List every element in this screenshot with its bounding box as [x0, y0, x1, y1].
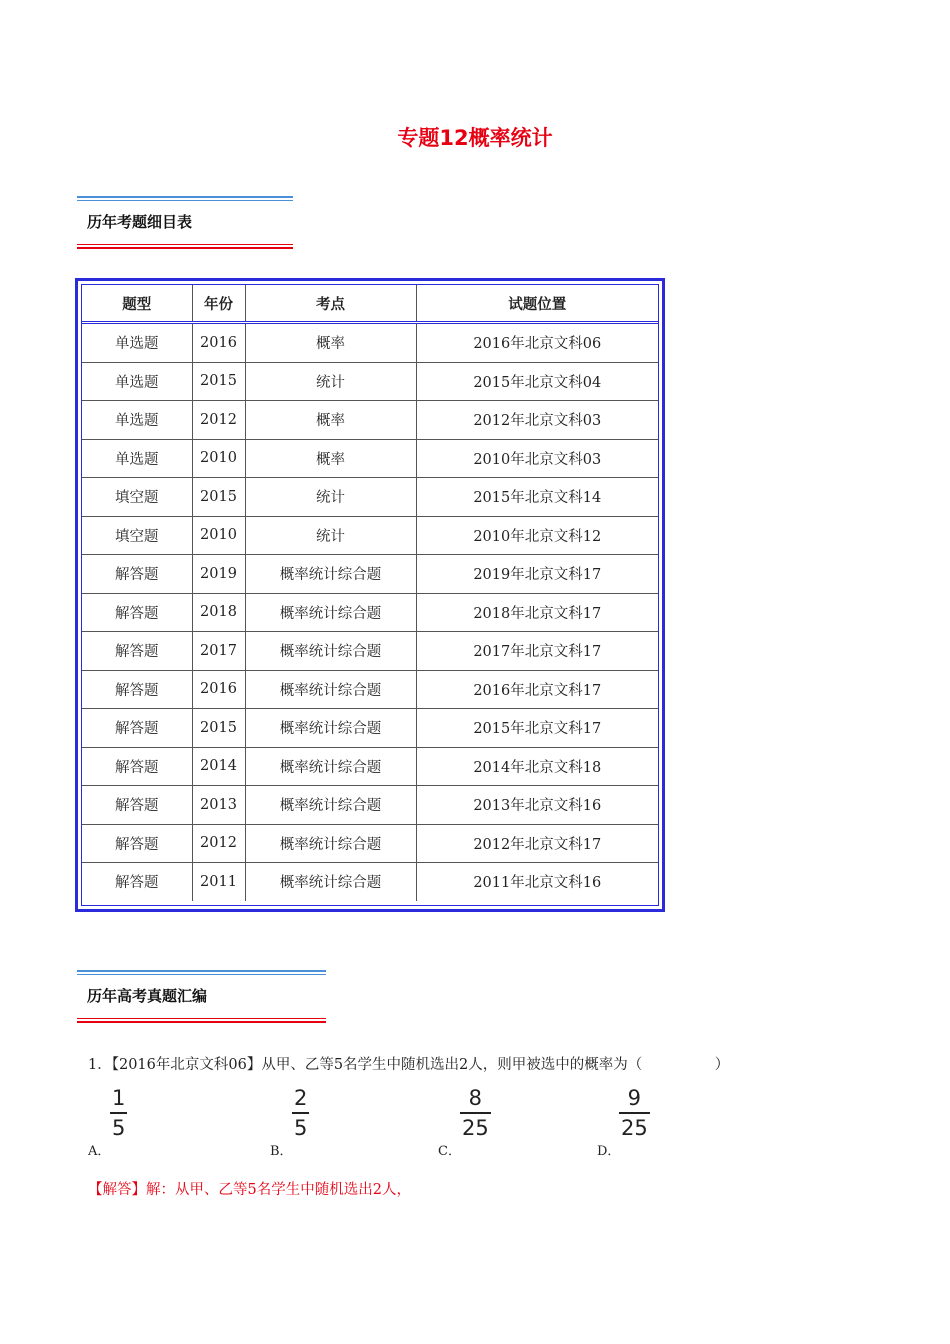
- cell-location: 2018年北京文科17: [416, 593, 658, 632]
- cell-topic: 概率统计综合题: [245, 747, 416, 786]
- denominator: 5: [112, 1115, 126, 1140]
- red-divider: [77, 1021, 326, 1023]
- header-type: 题型: [82, 285, 192, 323]
- cell-type: 单选题: [82, 439, 192, 478]
- section-label: 历年高考真题汇编: [87, 987, 208, 1005]
- cell-year: 2019: [192, 555, 245, 594]
- cell-type: 填空题: [82, 478, 192, 517]
- blue-divider: [77, 200, 293, 201]
- cell-location: 2015年北京文科17: [416, 709, 658, 748]
- cell-year: 2010: [192, 439, 245, 478]
- denominator: 5: [294, 1115, 308, 1140]
- exam-table-frame: [75, 278, 665, 912]
- cell-year: 2018: [192, 593, 245, 632]
- cell-type: 解答题: [82, 786, 192, 825]
- table-row: [82, 593, 658, 632]
- cell-location: 2010年北京文科12: [416, 516, 658, 555]
- option-letter: C．: [438, 1144, 461, 1159]
- denominator: 25: [621, 1115, 648, 1140]
- table-row: [82, 747, 658, 786]
- fraction: [110, 1086, 127, 1140]
- table-row: [82, 362, 658, 401]
- cell-type: 解答题: [82, 747, 192, 786]
- cell-type: 填空题: [82, 516, 192, 555]
- cell-year: 2010: [192, 516, 245, 555]
- cell-year: 2012: [192, 401, 245, 440]
- table-row: [82, 670, 658, 709]
- option-letter: B．: [270, 1144, 293, 1159]
- cell-topic: 概率统计综合题: [245, 709, 416, 748]
- cell-location: 2017年北京文科17: [416, 632, 658, 671]
- table-row: [82, 632, 658, 671]
- table-row: [82, 786, 658, 825]
- table-row: [82, 863, 658, 901]
- cell-type: 单选题: [82, 401, 192, 440]
- cell-year: 2015: [192, 362, 245, 401]
- question-text: 1．【2016年北京文科06】从甲、乙等5名学生中随机选出2人，则甲被选中的概率为（ ）: [88, 1057, 730, 1073]
- table-row: [82, 439, 658, 478]
- cell-topic: 概率: [245, 323, 416, 363]
- cell-location: 2019年北京文科17: [416, 555, 658, 594]
- cell-topic: 概率统计综合题: [245, 632, 416, 671]
- cell-topic: 概率统计综合题: [245, 824, 416, 863]
- fraction: [292, 1086, 309, 1140]
- table-row: [82, 401, 658, 440]
- table-row: [82, 516, 658, 555]
- fraction-bar: [292, 1112, 309, 1114]
- header-topic: 考点: [245, 285, 416, 323]
- answer-text: 【解答】解：从甲、乙等5名学生中随机选出2人，: [88, 1182, 411, 1198]
- cell-location: 2015年北京文科04: [416, 362, 658, 401]
- cell-year: 2015: [192, 478, 245, 517]
- cell-type: 解答题: [82, 824, 192, 863]
- cell-topic: 概率统计综合题: [245, 786, 416, 825]
- red-divider: [77, 247, 293, 249]
- cell-type: 解答题: [82, 863, 192, 901]
- cell-location: 2014年北京文科18: [416, 747, 658, 786]
- table-row: [82, 709, 658, 748]
- table-row: [82, 323, 658, 363]
- cell-topic: 统计: [245, 516, 416, 555]
- cell-topic: 统计: [245, 362, 416, 401]
- exam-table: [82, 285, 658, 901]
- cell-type: 解答题: [82, 632, 192, 671]
- header-year: 年份: [192, 285, 245, 323]
- blue-divider: [77, 974, 326, 975]
- cell-year: 2012: [192, 824, 245, 863]
- cell-location: 2015年北京文科14: [416, 478, 658, 517]
- cell-topic: 概率统计综合题: [245, 863, 416, 901]
- fraction-bar: [110, 1112, 127, 1114]
- cell-location: 2013年北京文科16: [416, 786, 658, 825]
- cell-type: 解答题: [82, 555, 192, 594]
- header-location: 试题位置: [416, 285, 658, 323]
- numerator: 8: [468, 1086, 483, 1110]
- fraction-bar: [619, 1112, 650, 1114]
- cell-topic: 概率统计综合题: [245, 555, 416, 594]
- numerator: 9: [627, 1086, 642, 1110]
- cell-type: 解答题: [82, 593, 192, 632]
- option-letter: D．: [597, 1144, 621, 1159]
- cell-location: 2012年北京文科03: [416, 401, 658, 440]
- cell-type: 解答题: [82, 670, 192, 709]
- cell-year: 2011: [192, 863, 245, 901]
- blue-divider: [77, 196, 293, 198]
- cell-type: 解答题: [82, 709, 192, 748]
- section-header-questions: [77, 970, 326, 1023]
- cell-topic: 统计: [245, 478, 416, 517]
- cell-location: 2012年北京文科17: [416, 824, 658, 863]
- fraction: [460, 1086, 491, 1140]
- table-row: [82, 478, 658, 517]
- table-header-row: [82, 285, 658, 323]
- option-letter: A．: [88, 1144, 111, 1159]
- cell-topic: 概率: [245, 401, 416, 440]
- cell-topic: 概率: [245, 439, 416, 478]
- red-divider: [77, 244, 293, 245]
- cell-type: 单选题: [82, 323, 192, 363]
- blue-divider: [77, 970, 326, 972]
- cell-location: 2010年北京文科03: [416, 439, 658, 478]
- cell-year: 2015: [192, 709, 245, 748]
- cell-year: 2014: [192, 747, 245, 786]
- cell-topic: 概率统计综合题: [245, 593, 416, 632]
- numerator: 2: [294, 1086, 308, 1110]
- cell-year: 2017: [192, 632, 245, 671]
- cell-topic: 概率统计综合题: [245, 670, 416, 709]
- cell-type: 单选题: [82, 362, 192, 401]
- cell-year: 2016: [192, 670, 245, 709]
- fraction-bar: [460, 1112, 491, 1114]
- cell-year: 2013: [192, 786, 245, 825]
- cell-location: 2011年北京文科16: [473, 875, 602, 892]
- fraction: [619, 1086, 650, 1140]
- cell-location: 2016年北京文科06: [416, 323, 658, 363]
- section-header-table: [77, 196, 293, 249]
- section-label: 历年考题细目表: [87, 213, 193, 231]
- red-divider: [77, 1018, 326, 1019]
- page-title: 专题12概率统计: [397, 126, 553, 150]
- denominator: 25: [462, 1115, 489, 1140]
- table-row: [82, 555, 658, 594]
- cell-location: 2016年北京文科17: [416, 670, 658, 709]
- cell-year: 2016: [192, 323, 245, 363]
- numerator: 1: [112, 1086, 126, 1110]
- table-row: [82, 824, 658, 863]
